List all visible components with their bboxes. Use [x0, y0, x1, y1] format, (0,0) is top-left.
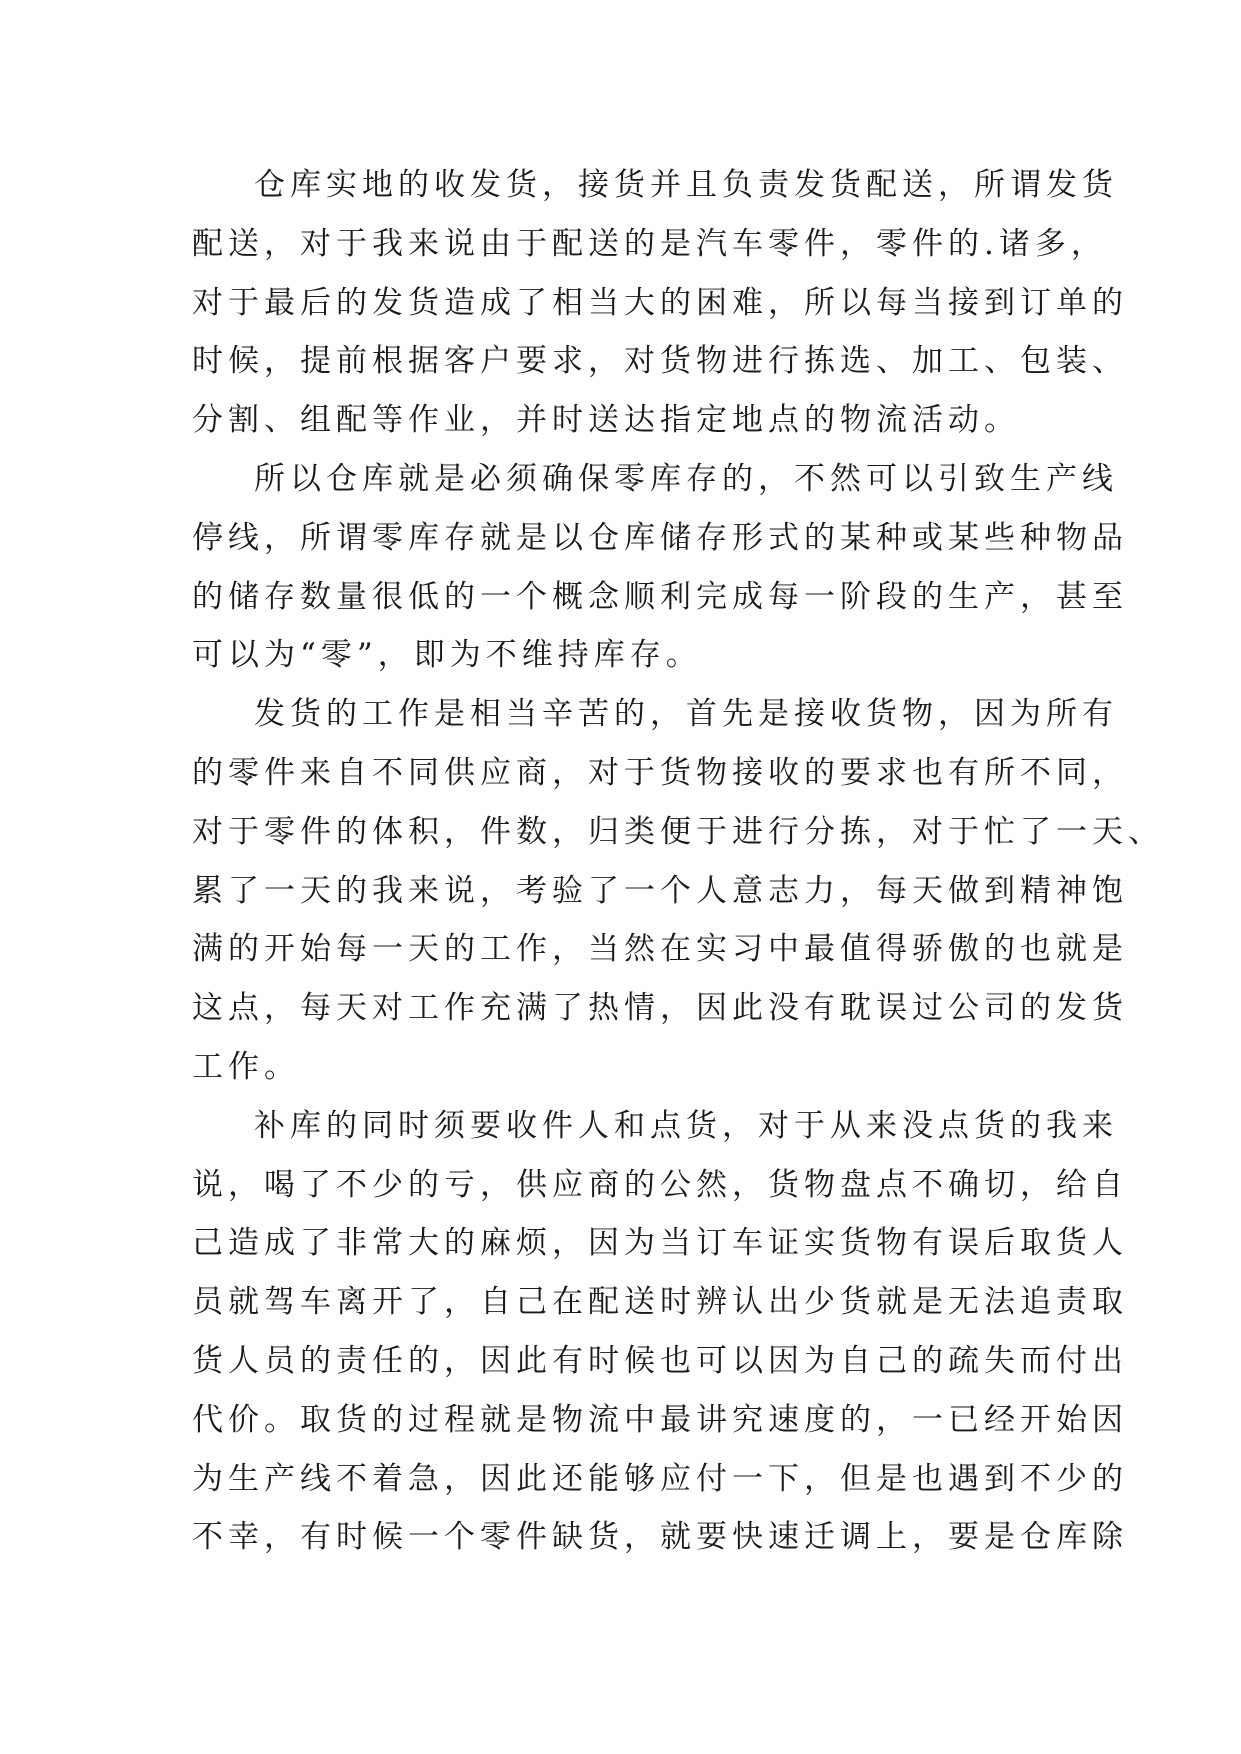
- paragraph-4-line-5: 货人员的责任的，因此有时候也可以因为自己的疏失而付出: [192, 1342, 1128, 1379]
- paragraph-3-line-2: 的零件来自不同供应商，对于货物接收的要求也有所不同，: [192, 754, 1128, 791]
- paragraph-4-line-6: 代价。取货的过程就是物流中最讲究速度的，一已经开始因: [192, 1401, 1128, 1438]
- paragraph-3-line-3: 对于零件的体积，件数，归类便于进行分拣，对于忙了一天、: [192, 813, 1164, 850]
- paragraph-4-line-1: 补库的同时须要收件人和点货，对于从来没点货的我来: [254, 1107, 1118, 1144]
- paragraph-4-line-2: 说，喝了不少的亏，供应商的公然，货物盘点不确切，给自: [192, 1166, 1128, 1203]
- paragraph-3-line-1: 发货的工作是相当辛苦的，首先是接收货物，因为所有: [254, 696, 1118, 733]
- paragraph-3-line-5: 满的开始每一天的工作，当然在实习中最值得骄傲的也就是: [192, 931, 1128, 968]
- paragraph-1-line-4: 时候，提前根据客户要求，对货物进行拣选、加工、包装、: [192, 343, 1128, 380]
- paragraph-3-line-7: 工作。: [192, 1048, 300, 1085]
- paragraph-2-line-1: 所以仓库就是必须确保零库存的，不然可以引致生产线: [254, 460, 1118, 497]
- paragraph-4-line-7: 为生产线不着急，因此还能够应付一下，但是也遇到不少的: [192, 1460, 1128, 1497]
- paragraph-4-line-4: 员就驾车离开了，自己在配送时辨认出少货就是无法追责取: [192, 1284, 1128, 1321]
- paragraph-1-line-2: 配送，对于我来说由于配送的是汽车零件，零件的.诸多，: [192, 225, 1107, 262]
- paragraph-2-line-2: 停线，所谓零库存就是以仓库储存形式的某种或某些种物品: [192, 519, 1128, 556]
- paragraph-2-line-3: 的储存数量很低的一个概念顺利完成每一阶段的生产，甚至: [192, 578, 1128, 615]
- paragraph-1-line-1: 仓库实地的收发货，接货并且负责发货配送，所谓发货: [254, 167, 1118, 203]
- body-text: [192, 156, 1164, 1567]
- paragraph-1-line-3: 对于最后的发货造成了相当大的困难，所以每当接到订单的: [192, 284, 1128, 321]
- paragraph-2-line-4: 可以为“零”，即为不维持库存。: [192, 637, 702, 674]
- paragraph-3-line-6: 这点，每天对工作充满了热情，因此没有耽误过公司的发货: [192, 990, 1128, 1027]
- paragraph-4-line-3: 己造成了非常大的麻烦，因为当订车证实货物有误后取货人: [192, 1225, 1128, 1262]
- paragraph-3-line-4: 累了一天的我来说，考验了一个人意志力，每天做到精神饱: [192, 872, 1128, 909]
- paragraph-4-line-8: 不幸，有时候一个零件缺货，就要快速迁调上，要是仓库除: [192, 1519, 1128, 1556]
- paragraph-1-line-5: 分割、组配等作业，并时送达指定地点的物流活动。: [192, 402, 1020, 439]
